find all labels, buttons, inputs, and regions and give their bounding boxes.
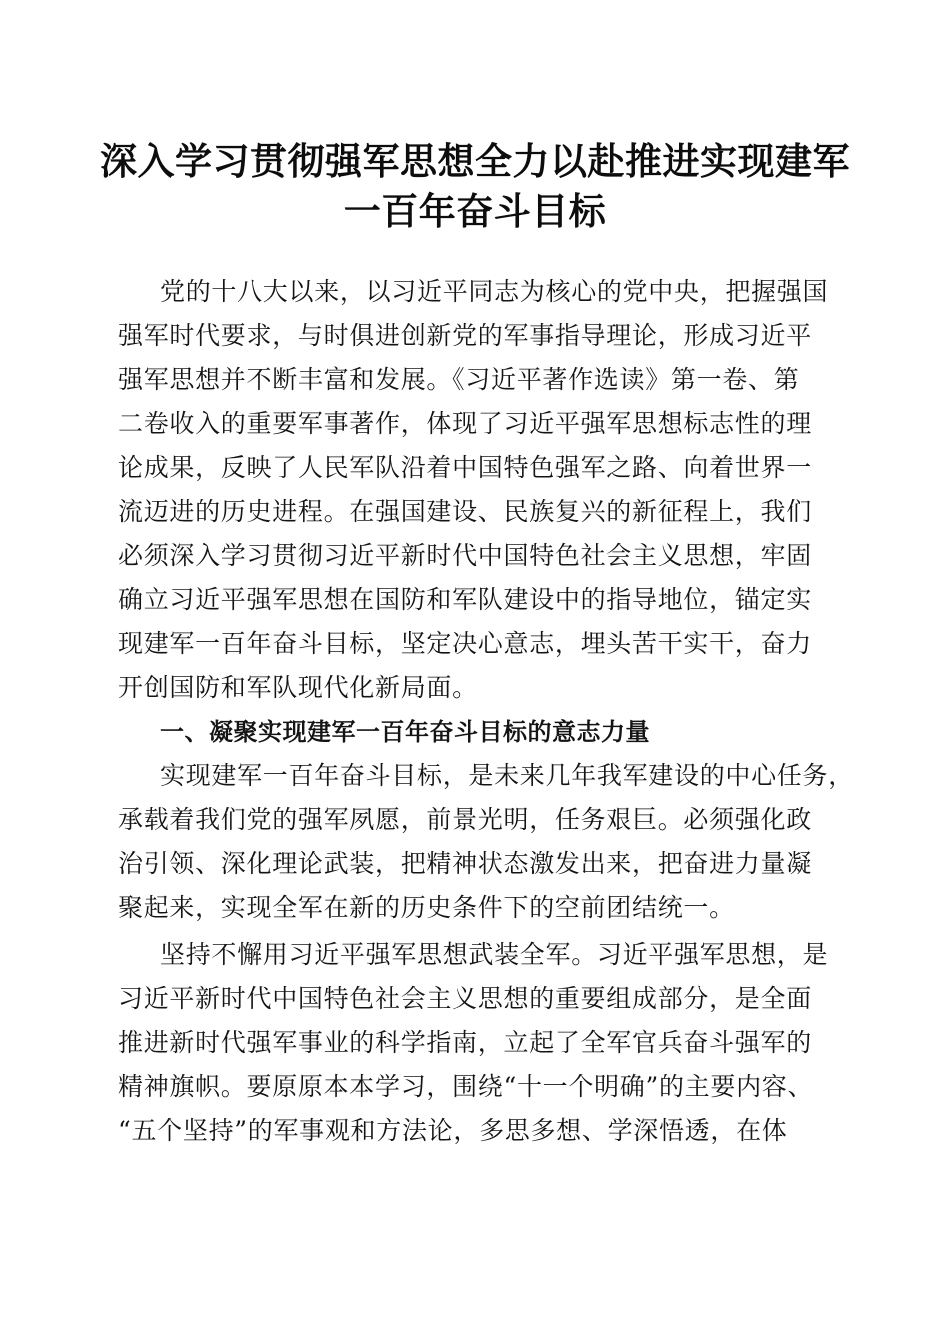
text-line: 强军时代要求，与时俱进创新党的军事指导理论，形成习近平 <box>118 321 812 350</box>
text-line: 坚持不懈用习近平强军思想武装全军。习近平强军思想，是 <box>160 940 829 969</box>
paragraph-section1-intro <box>118 754 854 930</box>
paragraph-arm-the-army <box>118 933 838 1153</box>
text-line: 实现建军一百年奋斗目标，是未来几年我军建设的中心任务， <box>160 761 854 790</box>
title-line: 一百年奋斗目标 <box>343 189 607 233</box>
text-line: 习近平新时代中国特色社会主义思想的重要组成部分，是全面 <box>118 984 812 1013</box>
text-line: “五个坚持”的军事观和方法论，多思多想、学深悟透，在体 <box>118 1116 788 1145</box>
text-line: 治引领、深化理论武装，把精神状态激发出来，把奋进力量凝 <box>118 849 812 878</box>
text-line: 开创国防和军队现代化新局面。 <box>118 673 478 702</box>
section-heading: 一、凝聚实现建军一百年奋斗目标的意志力量 <box>160 718 650 746</box>
text-line: 党的十八大以来，以习近平同志为核心的党中央，把握强国 <box>160 277 829 306</box>
document-body <box>118 270 854 1153</box>
text-line: 现建军一百年奋斗目标，坚定决心意志，埋头苦干实干，奋力 <box>118 629 812 658</box>
paragraph-intro <box>118 270 838 710</box>
text-line: 流迈进的历史进程。在强国建设、民族复兴的新征程上，我们 <box>118 497 812 526</box>
title-line: 深入学习贯彻强军思想全力以赴推进实现建军 <box>100 139 850 183</box>
text-line: 二卷收入的重要军事著作，体现了习近平强军思想标志性的理 <box>118 409 812 438</box>
text-line: 确立习近平强军思想在国防和军队建设中的指导地位，锚定实 <box>118 585 812 614</box>
document-title <box>100 136 850 236</box>
text-line: 必须深入学习贯彻习近平新时代中国特色社会主义思想，牢固 <box>118 541 812 570</box>
text-line: 精神旗帜。要原原本本学习，围绕“十一个明确”的主要内容、 <box>118 1072 814 1101</box>
text-line: 强军思想并不断丰富和发展。《习近平著作选读》第一卷、第 <box>118 365 800 394</box>
text-line: 推进新时代强军事业的科学指南，立起了全军官兵奋斗强军的 <box>118 1028 812 1057</box>
text-line: 论成果，反映了人民军队沿着中国特色强军之路、向着世界一 <box>118 453 812 482</box>
text-line: 承载着我们党的强军夙愿，前景光明，任务艰巨。必须强化政 <box>118 805 812 834</box>
text-line: 聚起来，实现全军在新的历史条件下的空前团结统一。 <box>118 893 735 922</box>
